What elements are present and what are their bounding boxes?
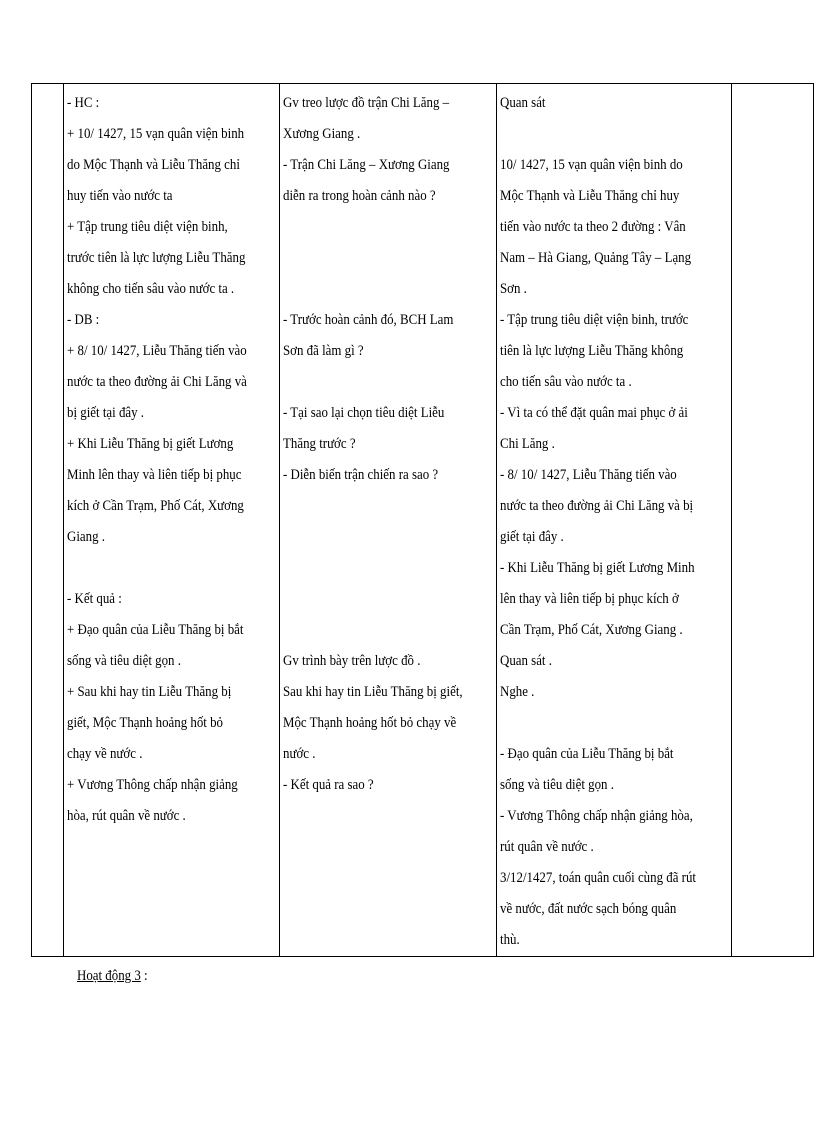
text-line: Mộc Thạnh hoảng hốt bỏ chạy về xyxy=(282,715,456,731)
text-line xyxy=(500,119,728,150)
text-line: lên thay và liên tiếp bị phục kích ở xyxy=(499,591,679,607)
text-line: - Diễn biến trận chiến ra sao ? xyxy=(282,467,438,483)
empty-column-right xyxy=(732,84,803,957)
text-line: huy tiến vào nước ta xyxy=(66,188,173,204)
text-line xyxy=(67,553,276,584)
text-line xyxy=(283,491,493,522)
text-line xyxy=(500,708,728,739)
text-line: Thăng trước ? xyxy=(282,436,356,452)
teacher-activity-column xyxy=(280,84,467,957)
text-line: giết tại đây . xyxy=(499,529,564,545)
text-line: hòa, rút quân về nước . xyxy=(66,808,186,824)
text-line: - Đạo quân của Liễu Thăng bị bắt xyxy=(499,746,674,762)
text-line: + Tập trung tiêu diệt viện binh, xyxy=(66,219,228,235)
text-line: + 8/ 10/ 1427, Liễu Thăng tiến vào xyxy=(66,343,247,359)
table-row xyxy=(32,84,814,957)
text-line: tiến vào nước ta theo 2 đường : Vân xyxy=(499,219,686,235)
text-line: Nam – Hà Giang, Quảng Tây – Lạng xyxy=(499,250,691,266)
text-line: Chi Lăng . xyxy=(499,436,555,452)
text-line xyxy=(283,553,493,584)
text-line: Nghe . xyxy=(499,684,535,700)
content-column xyxy=(64,84,250,957)
text-line: sống và tiêu diệt gọn . xyxy=(66,653,181,669)
text-line: - Khi Liễu Thăng bị giết Lương Minh xyxy=(499,560,695,576)
text-line: Quan sát xyxy=(499,95,546,111)
content-lines xyxy=(67,88,276,832)
text-line: diễn ra trong hoàn cảnh nào ? xyxy=(282,188,436,204)
activity-heading-label: Hoạt động 3 xyxy=(77,968,141,984)
text-line: Giang . xyxy=(66,529,105,545)
text-line: - Trước hoàn cảnh đó, BCH Lam xyxy=(282,312,454,328)
text-line: - Kết quả : xyxy=(66,591,122,607)
text-line: thù. xyxy=(499,932,520,948)
text-line: chạy về nước . xyxy=(66,746,142,762)
text-line: + 10/ 1427, 15 vạn quân viện binh xyxy=(66,126,244,142)
text-line: Gv treo lược đồ trận Chi Lăng – xyxy=(282,95,449,111)
text-line: - 8/ 10/ 1427, Liễu Thăng tiến vào xyxy=(499,467,677,483)
text-line: Gv trình bày trên lược đồ . xyxy=(282,653,421,669)
text-line: Sơn . xyxy=(499,281,527,297)
text-line: giết, Mộc Thạnh hoảng hốt bỏ xyxy=(66,715,223,731)
text-line: - Kết quả ra sao ? xyxy=(282,777,374,793)
text-line: Cần Trạm, Phố Cát, Xương Giang . xyxy=(499,622,683,638)
activity-heading-suffix: : xyxy=(140,968,148,984)
text-line: + Vương Thông chấp nhận giảng xyxy=(66,777,238,793)
text-line: - Trận Chi Lăng – Xương Giang xyxy=(282,157,450,173)
empty-column-left xyxy=(32,84,60,957)
text-line: sống và tiêu diệt gọn . xyxy=(499,777,614,793)
text-line: Minh lên thay và liên tiếp bị phục xyxy=(66,467,241,483)
text-line: kích ở Cần Trạm, Phố Cát, Xương xyxy=(66,498,244,514)
text-line xyxy=(283,615,493,646)
text-line: Sơn đã làm gì ? xyxy=(282,343,364,359)
text-line: nước ta theo đường ải Chi Lăng và bị xyxy=(499,498,693,514)
text-line: 3/12/1427, toán quân cuối cùng đã rút xyxy=(499,870,696,886)
text-line: Mộc Thạnh và Liễu Thăng chỉ huy xyxy=(499,188,680,204)
text-line: không cho tiến sâu vào nước ta . xyxy=(66,281,234,297)
text-line: Xương Giang . xyxy=(282,126,360,142)
text-line xyxy=(283,243,493,274)
text-line: trước tiên là lực lượng Liễu Thăng xyxy=(66,250,245,266)
text-line xyxy=(283,274,493,305)
text-line: + Sau khi hay tin Liễu Thăng bị xyxy=(66,684,231,700)
text-line: - DB : xyxy=(66,312,99,328)
text-line: + Đạo quân của Liễu Thăng bị bắt xyxy=(66,622,243,638)
text-line: nước . xyxy=(282,746,316,762)
text-line: - Vương Thông chấp nhận giảng hòa, xyxy=(499,808,693,824)
text-line xyxy=(283,584,493,615)
text-line: rút quân về nước . xyxy=(499,839,594,855)
text-line: - HC : xyxy=(66,95,99,111)
text-line: Quan sát . xyxy=(499,653,552,669)
text-line: nước ta theo đường ải Chi Lăng và xyxy=(66,374,247,390)
lesson-table xyxy=(31,83,814,957)
text-line: tiên là lực lượng Liễu Thăng không xyxy=(499,343,683,359)
text-line: về nước, đất nước sạch bóng quân xyxy=(499,901,676,917)
text-line xyxy=(283,367,493,398)
text-line: do Mộc Thạnh và Liễu Thăng chỉ xyxy=(66,157,240,173)
teacher-activity-lines xyxy=(283,88,493,801)
text-line: Sau khi hay tin Liễu Thăng bị giết, xyxy=(282,684,463,700)
text-line: bị giết tại đây . xyxy=(66,405,144,421)
text-line xyxy=(283,522,493,553)
text-line xyxy=(283,212,493,243)
text-line: 10/ 1427, 15 vạn quân viện binh do xyxy=(499,157,683,173)
activity-heading xyxy=(77,968,148,985)
text-line: - Tại sao lại chọn tiêu diệt Liễu xyxy=(282,405,445,421)
text-line: + Khi Liễu Thăng bị giết Lương xyxy=(66,436,233,452)
text-line: cho tiến sâu vào nước ta . xyxy=(499,374,632,390)
student-activity-lines xyxy=(500,88,728,956)
student-activity-column xyxy=(497,84,699,957)
text-line: - Vì ta có thể đặt quân mai phục ở ải xyxy=(499,405,688,421)
text-line: - Tập trung tiêu diệt viện binh, trước xyxy=(499,312,689,328)
